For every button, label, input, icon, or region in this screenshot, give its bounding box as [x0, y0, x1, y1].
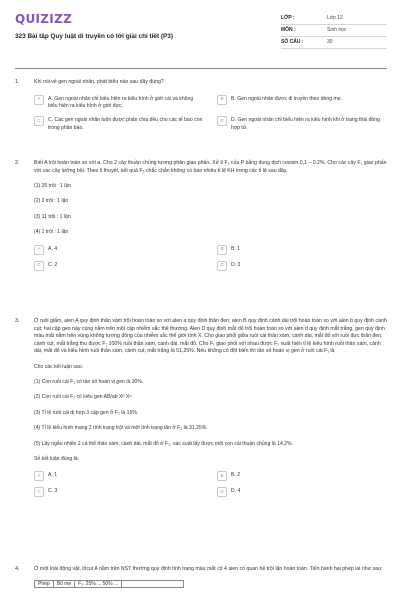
option-letter: B: [217, 245, 227, 255]
option-text: C. 3: [48, 488, 58, 495]
meta-row-count: [281, 37, 387, 49]
option-b[interactable]: [217, 245, 387, 255]
statement-line: (2) 3 trội : 1 lặn: [34, 198, 69, 205]
option-text: A. 4: [48, 245, 58, 252]
option-d[interactable]: [217, 261, 387, 271]
answer-options: [34, 471, 387, 497]
option-letter: C: [34, 487, 44, 497]
table-cell: Bố mẹ: [54, 581, 75, 587]
statement-line: (1) 35 trội : 1 lặn: [34, 183, 72, 190]
meta-row-grade: [281, 13, 387, 25]
option-text: B. 1: [231, 245, 241, 252]
option-letter: B: [217, 471, 227, 481]
option-text: B. Gen ngoài nhân được di truyền theo dòng mẹ.: [231, 95, 342, 102]
document-title: 323 Bài tập Quy luật di truyền có lời giải chi tiết (P3): [15, 33, 173, 40]
question-number: 2.: [15, 160, 20, 166]
option-text: C. Các gen ngoài nhân luôn được phân chia đều cho các tế bào con trong phân bào.: [48, 117, 203, 131]
statement-line: (4) 1 trội : 1 lặn: [34, 229, 69, 236]
meta-value: Sinh học: [327, 26, 347, 33]
option-letter: B: [217, 95, 227, 105]
statements-intro: Cho các kết luận sau:: [34, 363, 83, 370]
question-3: [15, 318, 387, 497]
meta-key: SỐ CÂU :: [281, 38, 304, 45]
table-cell: F₁: 25% ... 50% ...: [75, 581, 122, 587]
option-letter: D: [217, 487, 227, 497]
option-b[interactable]: [217, 95, 387, 111]
question-number: 4.: [15, 566, 20, 572]
option-letter: A: [34, 95, 44, 105]
option-a[interactable]: [34, 471, 204, 481]
option-letter: D: [217, 261, 227, 271]
answer-options: [34, 245, 387, 271]
question-number: 3.: [15, 318, 20, 324]
meta-info-box: [281, 13, 387, 49]
option-letter: C: [34, 261, 44, 271]
statement-line: (1) Con ruồi cái F₁ có tần số hoán vị gen là 30%.: [34, 379, 144, 386]
option-c[interactable]: [34, 116, 204, 132]
statement-line: (4) Tỉ lệ kiểu hình mang 2 tính trạng trội và một tính trạng lặn ở F₂ là 31,25%.: [34, 425, 208, 432]
option-text: A. Gen ngoài nhân chỉ biểu hiện ra kiểu hình ở giới cái và không biểu hiện ra kiểu hình ở giới đực.: [48, 95, 194, 109]
quizizz-logo: QUIZIZZ: [15, 12, 73, 26]
option-d[interactable]: [217, 487, 387, 497]
option-letter: A: [34, 245, 44, 255]
question-text: Ở ruồi giấm, alen A quy định thân xám trội hoàn toàn so với alen a quy định thân đen; alen B quy định cánh dài trội hoàn toàn so với alen b quy định cánh cụt; hai cặp gen này cùng nằm trên một cặp nhiễm sắc thể thường. Alen D quy định mắt đỏ trội hoàn toàn so với alen d quy định mắt trắng, gen quy định màu mắt nằm trên vùng không tương đồng của nhiễm sắc thể giới tính X. Cho giao phối giữa ruồi cái thân xám, cánh dài, mắt đỏ với ruồi đực thân đen, cánh cụt, mắt trắng thu được F₁ 100% ruồi thân xám, cánh dài, mắt đỏ. Cho F₁ giao phối với nhau được F₂ xuất hiện tỉ lệ kiểu hình ruồi thân xám, cánh dài, mắt đỏ và kiểu hình ruồi thân xám, cánh cụt, mắt trắng là 51,25%. Nếu không có đột biến thì tần số hoán vị gen ở ruồi cái F₁ là: [34, 318, 387, 355]
option-b[interactable]: [217, 471, 387, 481]
question-2: [15, 160, 387, 271]
option-text: D. 4: [231, 488, 241, 495]
option-text: D. Gen ngoài nhân chỉ biểu hiện ra kiểu hình khi ở trạng thái đồng hợp tử.: [231, 117, 380, 131]
page-header: [15, 11, 387, 63]
meta-key: LỚP :: [281, 14, 295, 21]
question-text: Ở một loài động vật, lôcut A nằm trên NST thường quy định tính trạng màu mắt có 4 alen có quan hệ trội lặn hoàn toàn. Tiến hành hai phép lai như sau:: [34, 566, 383, 572]
option-d[interactable]: [217, 116, 387, 132]
statement-line: (3) Tỉ lệ ruồi cái dị hợp 3 cặp gen ở F₂ là 15%.: [34, 409, 139, 416]
question-1: [15, 79, 387, 132]
question-text: Khi nói về gen ngoài nhân, phát biểu nào sau đây đúng?: [34, 79, 164, 85]
meta-key: MÔN :: [281, 26, 296, 33]
statement-line: (3) 11 trội : 1 lặn: [34, 213, 71, 220]
meta-value: Lớp 12: [327, 14, 343, 21]
option-letter: D: [217, 116, 227, 126]
option-a[interactable]: [34, 95, 204, 111]
option-letter: A: [34, 471, 44, 481]
statement-line: (2) Con ruồi cái F₁ có kiểu gen AB/ab Xᴰ Xᵈ: [34, 394, 132, 401]
header-divider: [15, 68, 387, 69]
meta-value: 30: [327, 38, 333, 45]
meta-row-subject: [281, 25, 387, 37]
option-text: C. 2: [48, 261, 58, 268]
question-number: 1.: [15, 79, 20, 85]
option-text: D. 3: [231, 261, 241, 268]
option-c[interactable]: [34, 261, 204, 271]
option-c[interactable]: [34, 487, 204, 497]
statement-line: (5) Lấy ngẫu nhiên 2 cá thể thân xám, cánh dài, mắt đỏ ở F₂, xác suất lấy được một con cái thuần chủng là 14,2%.: [34, 440, 293, 447]
table-cell: Phép: [35, 581, 54, 587]
answer-options: [34, 95, 387, 133]
option-text: B. 2: [231, 472, 241, 479]
cross-table: [34, 580, 184, 588]
question-4: [15, 566, 387, 588]
question-prompt: Số kết luận đúng là:: [34, 455, 80, 462]
option-letter: C: [34, 116, 44, 126]
option-text: A. 1: [48, 472, 58, 479]
question-text: Biết A trội hoàn toàn so với a. Cho 2 cây thuần chủng tương phản giao phấn. Xử lí F₁ của P bằng dung dịch cosixin 0,1 – 0,2%. Cho các cây F₁ giao phấn với các cây lưỡng bội. Theo lí thuyết, kết quả F₂ chắc chắn không có bao nhiêu tỉ lệ KH trong các tỉ lệ sau đây.: [34, 160, 387, 174]
option-a[interactable]: [34, 245, 204, 255]
